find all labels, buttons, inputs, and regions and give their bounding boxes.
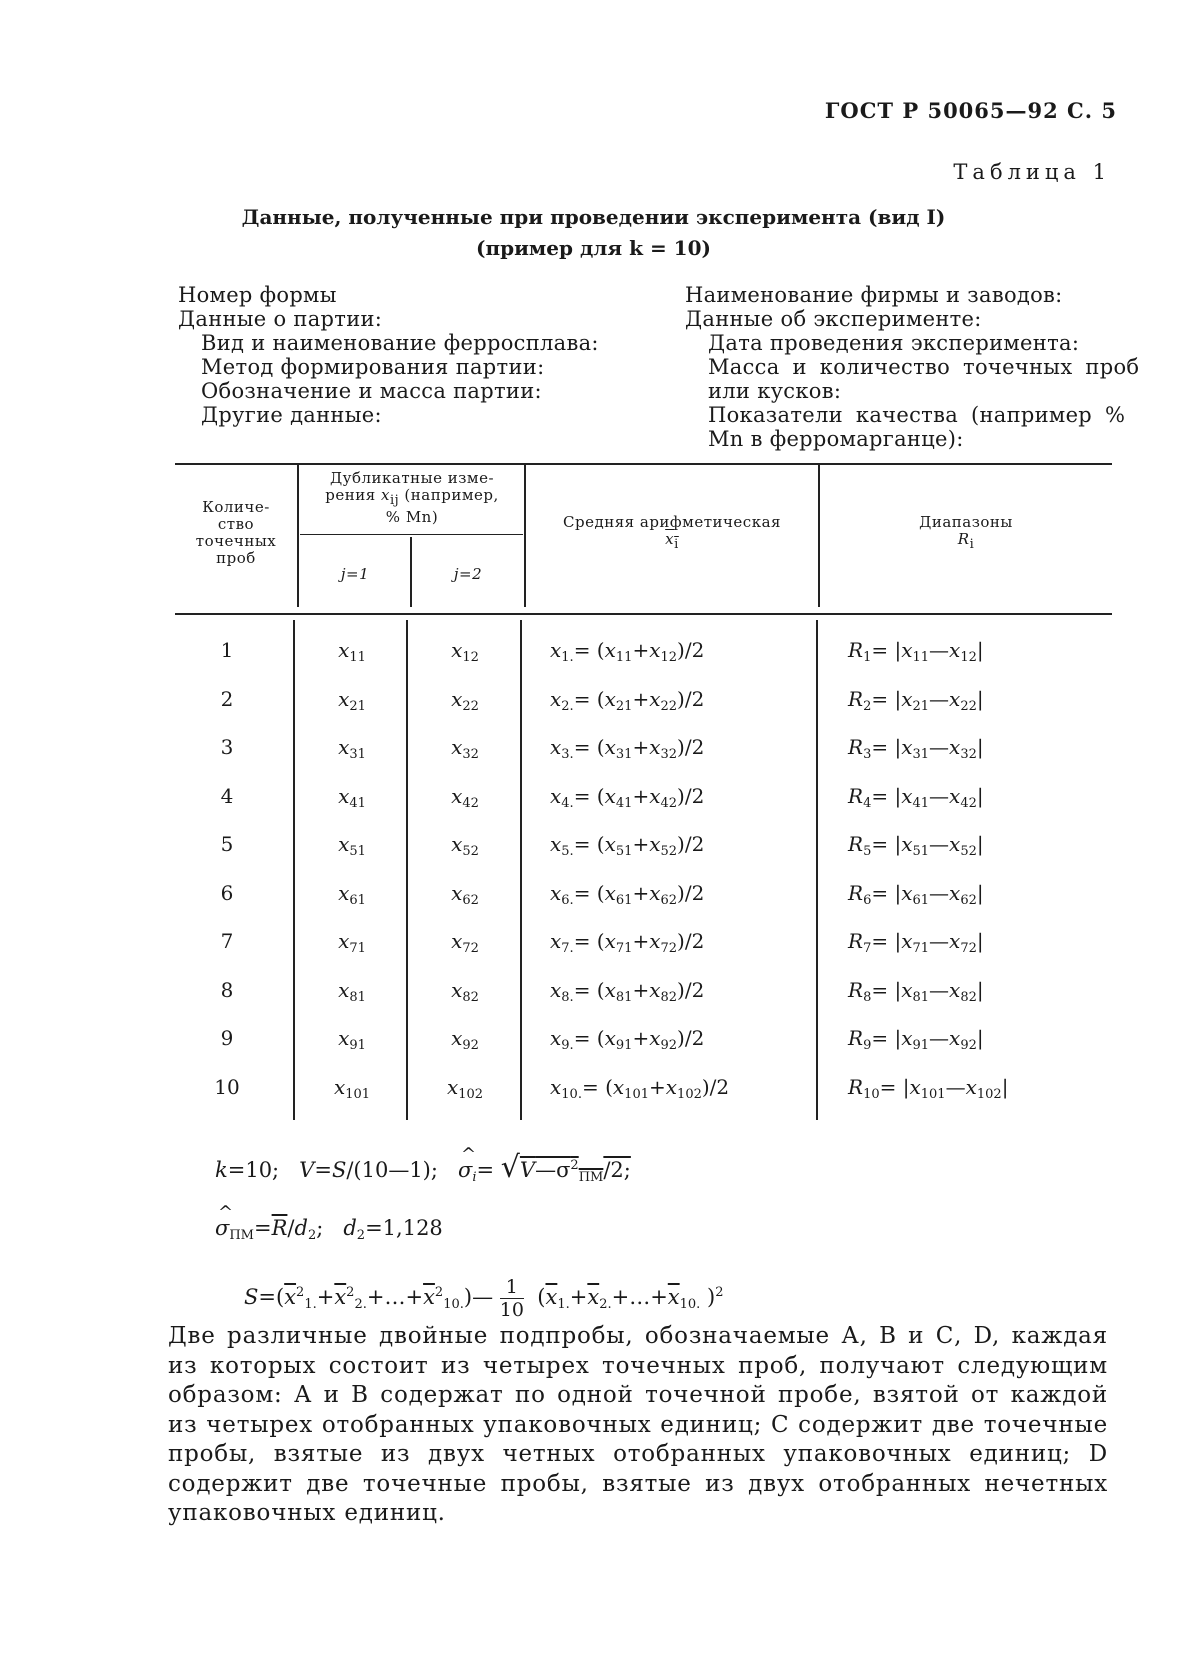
table-vline-1 bbox=[293, 620, 295, 1120]
cell-range: $R_1=$ $|x_{11}—x_{12}|$ bbox=[848, 638, 984, 665]
cell-x-j1: $x_{21}$ bbox=[338, 686, 366, 714]
page-header: ГОСТ Р 50065—92 С. 5 bbox=[824, 98, 1117, 123]
row-number: 9 bbox=[220, 1026, 234, 1050]
cell-x-j1: $x_{81}$ bbox=[338, 977, 366, 1005]
body-paragraph: Две различные двойные подпробы, обозначаемые А, В и С, D, каждая из которых состоит из четырех точечных проб, получают следующим образом: А и В содержат по одной точечной пробе, взятой от каждой из четырех отобранных упаковочных единиц; С содержит две точечные пробы, взятые из двух четных отобранных упаковочных единиц; D содержит две точечные пробы, взятые из двух отобранных нечетных упаковочных единиц. bbox=[168, 1323, 1108, 1526]
cell-mean: $x_{5.}= (x_{51}+x_{52})/2$ bbox=[550, 832, 705, 859]
cell-range: $R_7=$ $|x_{71}—x_{72}|$ bbox=[848, 929, 984, 956]
method-label: Метод формирования партии: bbox=[201, 355, 545, 379]
formula-variance: k=10; V=S/(10—1); ^ $\sigma_i=$ $√V—\sigma^2_{ПМ}/2$; bbox=[215, 1150, 631, 1185]
cell-mean: $x_{3.}= (x_{31}+x_{32})/2$ bbox=[550, 735, 705, 762]
cell-mean: $x_{7.}= (x_{71}+x_{72})/2$ bbox=[550, 929, 705, 956]
cell-x-j1: $x_{61}$ bbox=[338, 880, 366, 908]
cell-x-j1: $x_{11}$ bbox=[338, 638, 366, 665]
cell-range: $R_8=$ $|x_{81}—x_{82}|$ bbox=[848, 977, 984, 1005]
cell-x-j2: $x_{72}$ bbox=[451, 929, 479, 956]
cell-range: $R_2=$ $|x_{21}—x_{22}|$ bbox=[848, 686, 984, 714]
table-vline-3 bbox=[520, 620, 522, 1120]
cell-range: $R_{10}=$ $|x_{101}—x_{102}|$ bbox=[848, 1074, 1009, 1102]
company-label: Наименование фирмы и заводов: bbox=[685, 283, 1063, 307]
header-j2: j=2 bbox=[453, 565, 483, 583]
cell-mean: $x_{9.}= (x_{91}+x_{92})/2$ bbox=[550, 1026, 705, 1053]
row-number: 3 bbox=[220, 735, 234, 759]
formula-sigma-pm: ^ $\sigma_{ПМ}=\overline{R}/d_2$; $d_2=1,128$ bbox=[215, 1216, 443, 1243]
row-number: 8 bbox=[220, 977, 234, 1002]
table-header-rule bbox=[175, 613, 1112, 615]
cell-x-j2: $x_{32}$ bbox=[451, 735, 479, 762]
cell-x-j1: $x_{31}$ bbox=[338, 735, 366, 762]
cell-x-j1: $x_{71}$ bbox=[338, 929, 366, 956]
header-range: Диапазоны $R_i$ bbox=[919, 513, 1013, 552]
alloy-label: Вид и наименование ферросплава: bbox=[201, 331, 599, 355]
other-data-label: Другие данные: bbox=[201, 403, 382, 427]
cell-mean: $x_{6.}= (x_{61}+x_{62})/2$ bbox=[550, 880, 705, 908]
row-number: 1 bbox=[220, 638, 234, 662]
header-count: Количе- ство точечных проб bbox=[195, 498, 277, 567]
experiment-label: Данные об эксперименте: bbox=[685, 307, 982, 331]
cell-range: $R_6=$ $|x_{61}—x_{62}|$ bbox=[848, 880, 984, 908]
header-j1: j=1 bbox=[340, 565, 370, 583]
form-number-label: Номер формы bbox=[178, 283, 337, 307]
table-top-rule bbox=[175, 463, 1112, 465]
table-vline-4 bbox=[816, 620, 818, 1120]
cell-mean: $x_{2.}= (x_{21}+x_{22})/2$ bbox=[550, 686, 705, 714]
row-number: 10 bbox=[214, 1074, 240, 1099]
cell-x-j2: $x_{52}$ bbox=[451, 832, 479, 859]
date-label: Дата проведения эксперимента: bbox=[708, 331, 1080, 355]
cell-x-j2: $x_{42}$ bbox=[451, 783, 479, 811]
cell-range: $R_9=$ $|x_{91}—x_{92}|$ bbox=[848, 1026, 984, 1053]
cell-range: $R_3=$ $|x_{31}—x_{32}|$ bbox=[848, 735, 984, 762]
row-number: 4 bbox=[220, 783, 234, 808]
table-title-line1: Данные, полученные при проведении эксперимента (вид I) bbox=[241, 205, 946, 229]
batch-data-label: Данные о партии: bbox=[178, 307, 383, 331]
cell-x-j1: $x_{101}$ bbox=[333, 1074, 371, 1102]
table-vline-2 bbox=[406, 620, 408, 1120]
cell-x-j2: $x_{82}$ bbox=[451, 977, 479, 1005]
cell-x-j2: $x_{62}$ bbox=[451, 880, 479, 908]
mass-label-line2: или кусков: bbox=[708, 379, 842, 403]
designation-label: Обозначение и масса партии: bbox=[201, 379, 542, 403]
row-number: 2 bbox=[220, 686, 234, 711]
row-number: 5 bbox=[220, 832, 234, 856]
row-number: 6 bbox=[220, 880, 234, 905]
header-mean: Средняя арифметическая $x_i$ bbox=[563, 513, 781, 552]
cell-range: $R_5=$ $|x_{51}—x_{52}|$ bbox=[848, 832, 984, 859]
table-vline-2-head bbox=[410, 537, 412, 607]
table-vline-1-head bbox=[297, 465, 299, 607]
mass-label-line1: Масса и количество точечных проб bbox=[708, 355, 1140, 379]
cell-x-j1: $x_{91}$ bbox=[338, 1026, 366, 1053]
formula-s: $S=(\overline{x}^2_{1.}+\overline{x}^2_{2.}+\dots+\overline{x}^2_{10.})—$ $\frac{1}{10}$ ($\overline{x}_{1.}+\overline{x}_{2.}+\dots+\overline{x}_{10.}$ )$^2$ bbox=[244, 1276, 724, 1321]
header-duplicate: Дубликатные изме- рения $x_{ij}$ (например, % Mn) bbox=[325, 469, 499, 526]
cell-x-j2: $x_{12}$ bbox=[451, 638, 479, 665]
table-title-line2: (пример для k = 10) bbox=[476, 236, 711, 260]
cell-mean: $x_{8.}= (x_{81}+x_{82})/2$ bbox=[550, 977, 705, 1005]
cell-x-j1: $x_{41}$ bbox=[338, 783, 366, 811]
cell-x-j2: $x_{22}$ bbox=[451, 686, 479, 714]
quality-label-line1: Показатели качества (например % bbox=[708, 403, 1126, 427]
cell-mean: $x_{10.}= (x_{101}+x_{102})/2$ bbox=[550, 1074, 730, 1102]
cell-x-j2: $x_{102}$ bbox=[446, 1074, 484, 1102]
cell-mean: $x_{4.}= (x_{41}+x_{42})/2$ bbox=[550, 783, 705, 811]
cell-x-j1: $x_{51}$ bbox=[338, 832, 366, 859]
table-number: Таблица 1 bbox=[953, 160, 1111, 184]
cell-mean: $x_{1.}= (x_{11}+x_{12})/2$ bbox=[550, 638, 705, 665]
row-number: 7 bbox=[220, 929, 234, 953]
quality-label-line2: Mn в ферромарганце): bbox=[708, 427, 964, 451]
cell-x-j2: $x_{92}$ bbox=[451, 1026, 479, 1053]
duplicate-subheader-rule bbox=[300, 534, 523, 535]
cell-range: $R_4=$ $|x_{41}—x_{42}|$ bbox=[848, 783, 984, 811]
